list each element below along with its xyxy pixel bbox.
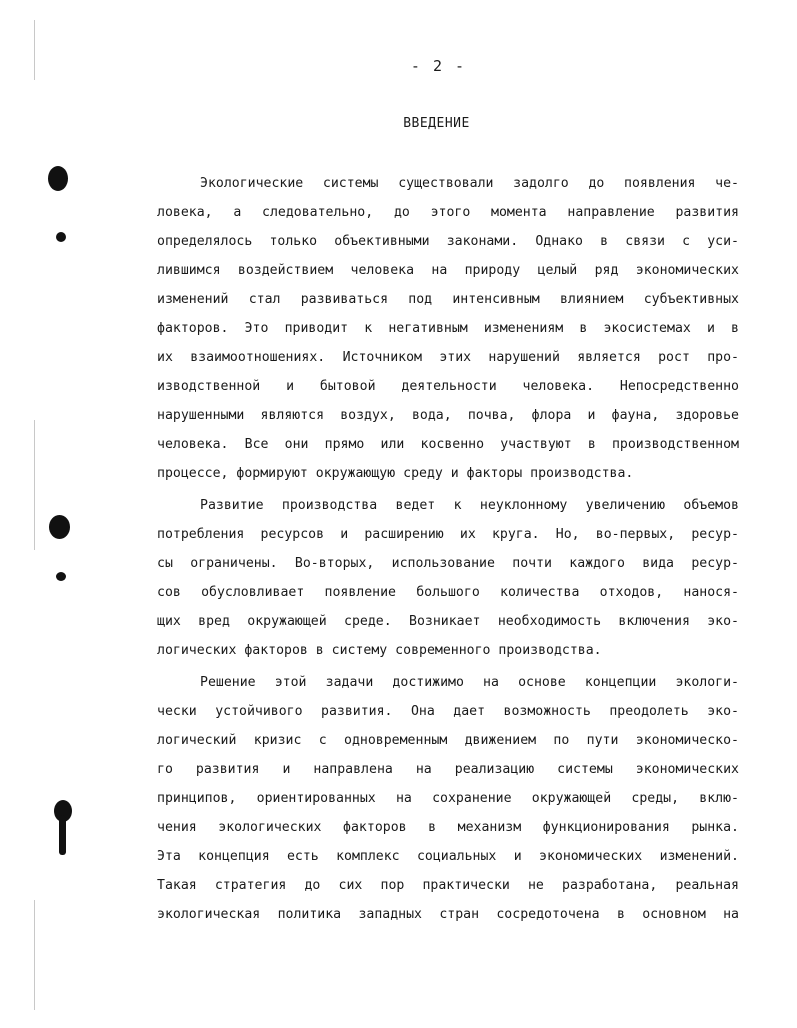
text-line: изменений стал развиваться под интенсивным влиянием субъективных [157,292,739,307]
page-number: - 2 - [410,57,467,75]
text-line: процессе, формируют окружающую среду и факторы производства. [157,466,634,481]
text-line: факторов. Это приводит к негативным изменениям в экосистемах и в [157,321,739,336]
text-line: Экологические системы существовали задолго до появления че- [200,176,739,191]
section-heading: ВВЕДЕНИЕ [403,116,470,131]
text-line: Такая стратегия до сих пор практически не разработана, реальная [157,878,739,893]
text-line: чески устойчивого развития. Она дает возможность преодолеть эко- [157,704,739,719]
binder-hole-mark [56,232,66,242]
text-line: лившимся воздействием человека на природу целый ряд экономических [157,263,739,278]
text-line: Эта концепция есть комплекс социальных и экономических изменений. [157,849,739,864]
text-line: логических факторов в систему современного производства. [157,643,602,658]
scan-edge-line [34,900,35,1010]
text-line: чения экологических факторов в механизм функционирования рынка. [157,820,739,835]
text-line: нарушенными являются воздух, вода, почва, флора и фауна, здоровье [157,408,739,423]
text-line: ловека, а следовательно, до этого момента направление развития [157,205,739,220]
text-line: Решение этой задачи достижимо на основе концепции экологи- [200,675,739,690]
text-line: щих вред окружающей среде. Возникает необходимость включения эко- [157,614,739,629]
scan-edge-line [34,420,35,550]
binder-hole-tail [59,815,66,855]
binder-hole [49,515,70,539]
text-line: принципов, ориентированных на сохранение окружающей среды, вклю- [157,791,739,806]
binder-hole-mark [56,572,66,581]
text-line: определялось только объективными законами. Однако в связи с уси- [157,234,739,249]
text-line: Развитие производства ведет к неуклонному увеличению объемов [200,498,739,513]
text-line: человека. Все они прямо или косвенно участвуют в производственном [157,437,739,452]
text-line: го развития и направлена на реализацию системы экономических [157,762,739,777]
text-line: сы ограничены. Во-вторых, использование почти каждого вида ресур- [157,556,739,571]
text-line: логический кризис с одновременным движением по пути экономическо- [157,733,739,748]
binder-hole [48,166,68,191]
text-line: изводственной и бытовой деятельности человека. Непосредственно [157,379,739,394]
text-line: их взаимоотношениях. Источником этих нарушений является рост про- [157,350,739,365]
text-line: сов обусловливает появление большого количества отходов, нанося- [157,585,739,600]
text-line: потребления ресурсов и расширению их круга. Но, во-первых, ресур- [157,527,739,542]
text-line: экологическая политика западных стран сосредоточена в основном на [157,907,739,922]
scan-edge-line [34,20,35,80]
